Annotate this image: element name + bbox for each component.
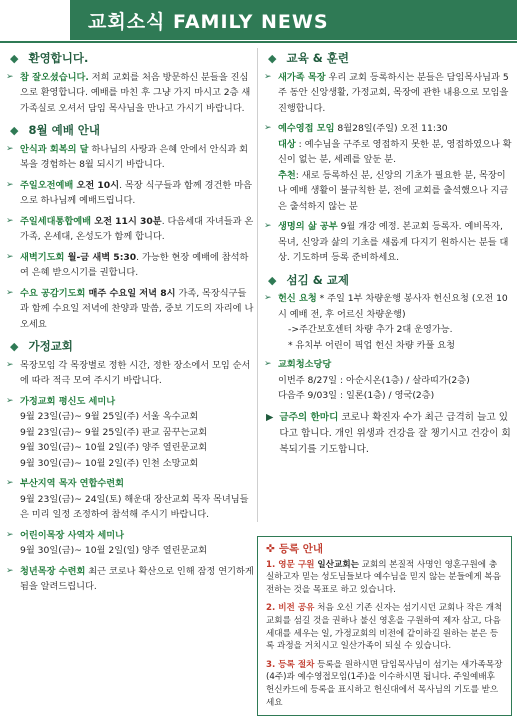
rice-text: * 주일 1부 차량운행 봉사자 헌신요청 (오전 10시 예배 전, 후 어르신 차량운행) [278,293,508,320]
diamond-icon: ◆ [10,52,19,65]
notice [266,410,512,458]
arrow-icon: ➢ [6,359,14,370]
item-lead: 주일세대통합예배 [20,215,92,227]
section-family [10,339,254,355]
triangle-icon: ▶ [266,411,274,423]
item-bold: 매주 수요일 저녁 8시 [85,287,176,299]
section-title: 섬김 & 교제 [286,272,349,287]
arrow-icon: ➢ [6,529,14,540]
arrow-icon: ➢ [264,293,272,303]
arrow-icon: ➢ [264,71,272,82]
recommend-text: : 새로 등록하신 분, 신앙의 기초가 필요한 분, 목장이나 예배 생활이 불규칙한 분, 전에 교회를 출석했으나 지금은 출석하지 않는 분 [278,169,509,212]
item-bold: 오전 11시 30분 [91,215,162,227]
family-item [6,358,254,389]
arrow-icon: ➢ [6,215,14,226]
busan-text: 9월 23일(금)~ 24일(토) 해운대 장산교회 목자 목녀님들은 미리 일정 조정하여 참석해 주시기 바랍니다. [20,493,249,520]
august-item [6,214,254,245]
august-item [6,142,254,173]
registration-box [257,536,512,716]
arrow-icon: ➢ [6,143,14,154]
education-item [264,70,512,117]
item-text: . 다음세대 자녀들과 온가족, 온세대, 온성도가 함께 합니다. [20,215,254,242]
education-item [264,219,512,266]
life-lead: 생명의 삶 공부 [278,221,338,232]
item-lead: 안식과 회복의 달 [20,143,89,155]
arrow-icon: ➢ [6,287,14,298]
target-label: 대상 [278,138,296,150]
item-bold: 오전 10시 [73,179,120,191]
busan-title: 부산지역 목자 연합수련회 [20,478,125,489]
diamond-icon: ◆ [10,124,19,137]
arrow-icon: ➢ [264,123,272,133]
arrow-icon: ➢ [264,221,272,231]
baptism-lead: 예수영접 모임 [278,123,335,134]
notice-lead: 금주의 한마디 [279,411,339,423]
diamond-icon: ◆ [10,340,19,353]
family-intro: 목장모임 각 목장별로 정한 시간, 정한 장소에서 모임 순서에 따라 적극 모여 주시기 바랍니다. [20,359,251,386]
diamond-icon: ◆ [268,52,277,65]
header-tab [0,0,70,40]
rice-sub: ->주간보호센터 차량 추가 2대 운영가능. [288,324,453,335]
cross-icon: ✜ [266,543,275,555]
service-item [264,291,512,322]
arrow-icon: ➢ [6,565,14,576]
diamond-icon: ◆ [268,273,277,287]
newfamily-text: 우리 교회 등록하시는 분들은 담임목사님과 5주 동안 신앙생활, 가정교회, 목장에 관한 내용으로 모임을 진행합니다. [278,71,509,114]
section-service [268,273,512,289]
page-title: 교회소식 FAMILY NEWS [88,11,329,33]
clean-lead: 교회청소당당 [278,359,332,370]
section-title: 8월 예배 안내 [28,123,101,137]
arrow-icon: ➢ [6,478,14,488]
arrow-icon: ➢ [6,251,14,262]
target-line [264,137,512,168]
rice-sub: * 유치부 어린이 픽업 헌신 차량 카풀 요청 [288,339,456,351]
life-text: 9월 개강 예정. 본교회 등록자. 예비목자, 목녀, 신앙과 삶의 기초를 새롭게 다지기 원하시는 분들 대상. 기도하며 등록 준비하세요. [278,221,509,263]
service-item [264,357,512,373]
clean-line: 이번주 8/27일 : 아순시온(1층) / 살라띠가(2층) [278,374,470,386]
item-lead: 수요 공감기도회 [20,287,86,299]
family-item [6,476,254,492]
family-item [6,528,254,544]
clean-line: 다음주 9/03일 : 일론(1층) / 영국(2층) [278,390,435,401]
column-divider [257,48,258,522]
seminar-line: 9월 23일(금)~ 9월 25일(주) 서울 옥수교회 [20,411,199,422]
arrow-icon: ➢ [6,395,14,406]
notice-text: 코로나 확진자 수가 최근 급격히 늘고 있다고 합니다. 개인 위생과 건강을 잘 챙기시고 건강이 회복되기를 기도합니다. [279,411,511,455]
kids-text: 9월 30일(금)~ 10월 2일(일) 양주 열린문교회 [20,545,208,556]
register-paragraph: 2. 비전 공유 처음 오신 기존 신자는 섬기시던 교회나 작은 개척교회를 섬길 것을 권하나 불신 영혼을 구원하여 제자 삼고, 다음 세대를 세우는 일, 가정교회의 비전에 같이하길 원하는 분은 등록 과정을 거치시고 일산가족이 되실 수 있습니다. [266,603,503,652]
august-item [6,250,254,281]
youth-title: 청년목장 수련회 [20,565,86,577]
youth-text: 최근 코로나 확산으로 인해 잠정 연기하게 됨을 알려드립니다. [20,565,254,592]
item-bold: 월-금 새벽 5:30 [64,251,137,263]
seminar-line: 9월 30일(금)~ 10월 2일(주) 양주 열린문교회 [20,442,208,453]
kids-title: 어린이목장 사역자 세미나 [20,529,125,541]
family-item [6,564,254,595]
header-rule [0,41,517,43]
baptism-when: 8월28일(주일) 오전 11:30 [334,123,448,134]
item-lead: 주일오전예배 [20,179,74,191]
section-title: 교육 & 훈련 [286,51,349,65]
register-paragraph: 1. 영문 구원 일산교회는 교회의 본질적 사명인 영혼구원에 충실하고자 믿는 성도님들보다 예수님을 믿지 않는 분들에게 복음 전하는 것을 목표로 하고 있습니다. [266,559,501,595]
registration-title: ✜ 등록 안내 [266,543,324,555]
seminar-title: 가정교회 평신도 세미나 [20,395,116,407]
left-column [6,44,254,600]
item-text: 하나님의 사랑과 은혜 안에서 안식과 회복을 경험하는 8월 되시기 바랍니다. [20,143,249,170]
welcome-item [6,70,254,117]
seminar-line: 9월 30일(금)~ 10월 2일(주) 인천 소망교회 [20,457,199,469]
newfamily-lead: 새가족 목장 [278,71,326,83]
section-title: 환영합니다. [28,51,89,65]
rice-lead: 헌신 요청 [278,293,317,304]
seminar-line: 9월 23일(금)~ 9월 25일(주) 판교 꿈꾸는교회 [20,426,208,438]
section-education [268,51,512,67]
recommend-line [264,168,512,215]
welcome-lead: 참 잘오셨습니다. [20,71,89,83]
header [0,0,517,44]
arrow-icon: ➢ [6,71,14,82]
august-item [6,178,254,209]
welcome-text: 저희 교회를 처음 방문하신 분들을 진심으로 환영합니다. 예배를 마친 후 그냥 가지 마시고 2층 새가족실로 오셔서 담임 목사님을 만나고 가시기 바랍니다. [20,71,251,114]
recommend-label: 추천 [278,169,296,181]
item-text: . 목장 식구들과 함께 경건한 마음으로 하나님께 예배드립니다. [20,179,252,206]
education-item [264,121,512,137]
item-text: 가족, 목장식구들과 함께 수요일 저녁에 찬양과 말씀, 중보 기도의 자리에 나오세요 [20,287,254,330]
target-text: : 예수님을 구주로 영접하지 못한 분, 영접하였으나 확신이 없는 분, 세례를 앞둔 분. [278,138,512,165]
right-column [264,44,512,458]
arrow-icon: ➢ [264,359,272,369]
section-title: 가정교회 [28,339,73,353]
register-paragraph: 3. 등록 절차 등록을 원하시면 담임목사님이 섬기는 새가족목장(4주)과 예수영접모임(1주)을 이수하시면 됩니다. 주일예배후 헌신카드에 등록을 표시하고 헌신대에서 목사님의 기도를 받으세요 [266,659,503,708]
family-item [6,394,254,410]
item-lead: 새벽기도회 [20,251,65,263]
section-welcome [10,51,254,67]
section-august [10,123,254,139]
item-text: . 가능한 현장 예배에 참석하여 은혜 받으시기를 권합니다. [20,251,249,278]
arrow-icon: ➢ [6,179,14,190]
august-item [6,286,254,333]
